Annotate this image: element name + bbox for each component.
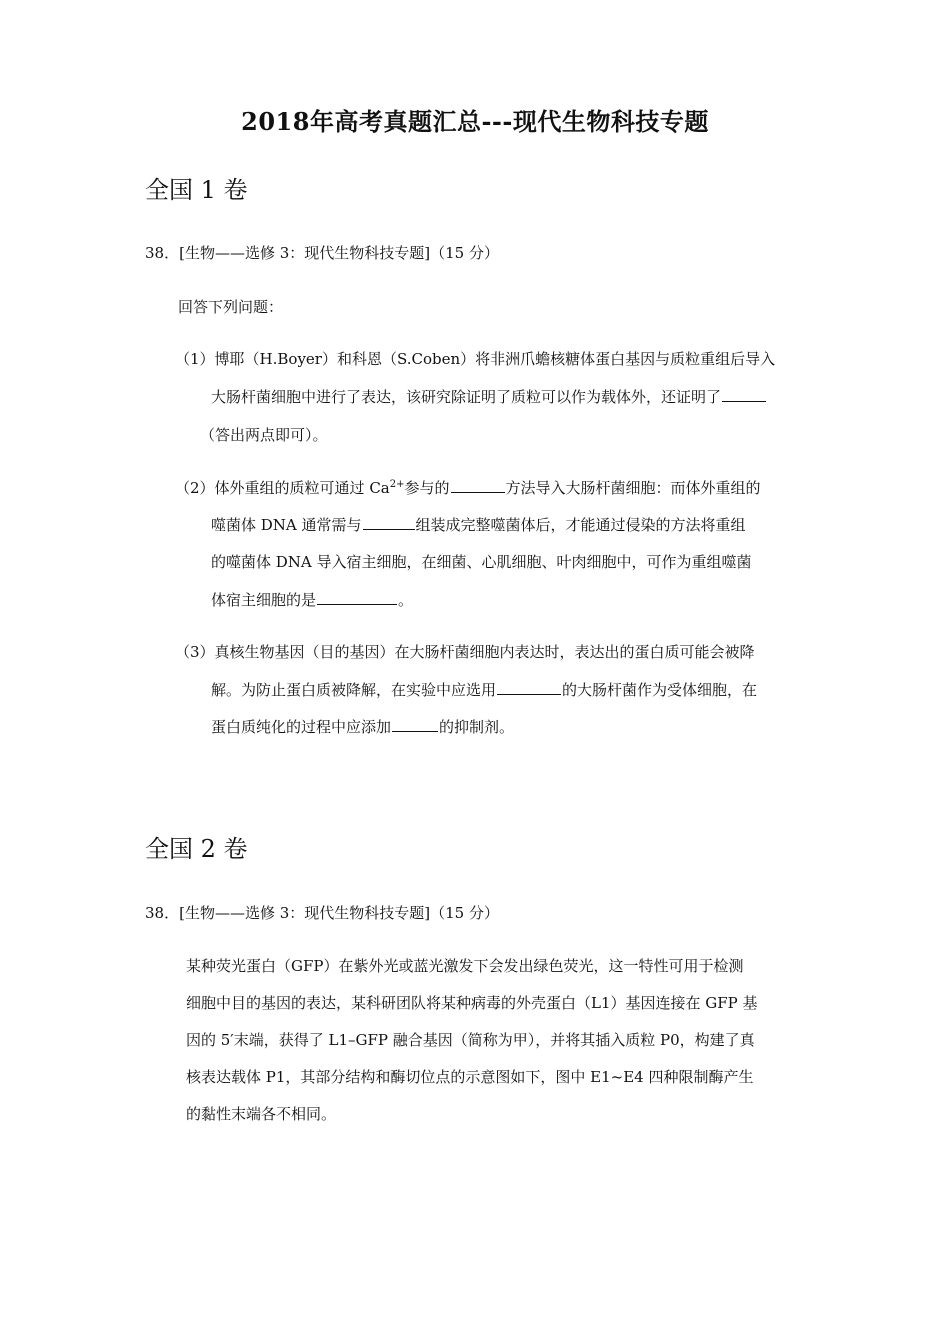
section-heading-1: 全国 1 卷 xyxy=(145,176,248,204)
q2-line-4: 体宿主细胞的是 。 xyxy=(211,591,414,609)
answer-blank xyxy=(363,514,415,530)
answer-blank xyxy=(722,386,766,402)
q1-line-3: （答出两点即可）。 xyxy=(200,426,328,444)
answer-blank xyxy=(451,477,505,493)
q2-line-2: 噬菌体 DNA 通常需与 组装成完整噬菌体后，才能通过侵染的方法将重组 xyxy=(211,516,746,534)
question-intro: 回答下列问题： xyxy=(178,298,284,316)
q3-line-1: （3）真核生物基因（目的基因）在大肠杆菌细胞内表达时，表达出的蛋白质可能会被降 xyxy=(175,643,755,661)
paragraph-line-5: 的黏性末端各不相同。 xyxy=(186,1105,337,1123)
section-heading-2: 全国 2 卷 xyxy=(145,835,248,863)
q1-line-2: 大肠杆菌细胞中进行了表达，该研究除证明了质粒可以作为载体外，还证明了 xyxy=(211,386,767,407)
paragraph-line-4: 核表达载体 P1，其部分结构和酶切位点的示意图如下，图中 E1~E4 四种限制酶产生 xyxy=(186,1068,754,1086)
question-header-1: 38．[生物——选修 3：现代生物科技专题]（15 分） xyxy=(145,244,499,262)
paragraph-line-2: 细胞中目的基因的表达，某科研团队将某种病毒的外壳蛋白（L1）基因连接在 GFP 基 xyxy=(186,994,758,1012)
q3-line-2: 解。为防止蛋白质被降解，在实验中应选用 的大肠杆菌作为受体细胞，在 xyxy=(211,681,758,699)
question-header-2: 38．[生物——选修 3：现代生物科技专题]（15 分） xyxy=(145,904,499,922)
q2-line-1: （2）体外重组的质粒可通过 $Ca^{2+}$参与的 方法导入大肠杆菌细胞：而体外重组的 xyxy=(175,479,761,497)
paragraph-line-3: 因的 5′末端，获得了 L1–GFP 融合基因（简称为甲），并将其插入质粒 P0，构建了真 xyxy=(186,1031,755,1049)
paragraph-line-1: 某种荧光蛋白（GFP）在紫外光或蓝光激发下会发出绿色荧光，这一特性可用于检测 xyxy=(186,957,744,975)
q3-line-3: 蛋白质纯化的过程中应添加 的抑制剂。 xyxy=(211,718,515,736)
answer-blank xyxy=(317,589,397,605)
q1-line-1: （1）博耶（H.Boyer）和科恩（S.Coben）将非洲爪蟾核糖体蛋白基因与质粒重组后导入 xyxy=(175,350,776,368)
q2-line-3: 的噬菌体 DNA 导入宿主细胞，在细菌、心肌细胞、叶肉细胞中，可作为重组噬菌 xyxy=(211,553,752,571)
answer-blank xyxy=(497,679,561,695)
answer-blank xyxy=(392,716,438,732)
page-title: 2018年高考真题汇总---现代生物科技专题 xyxy=(241,107,709,136)
